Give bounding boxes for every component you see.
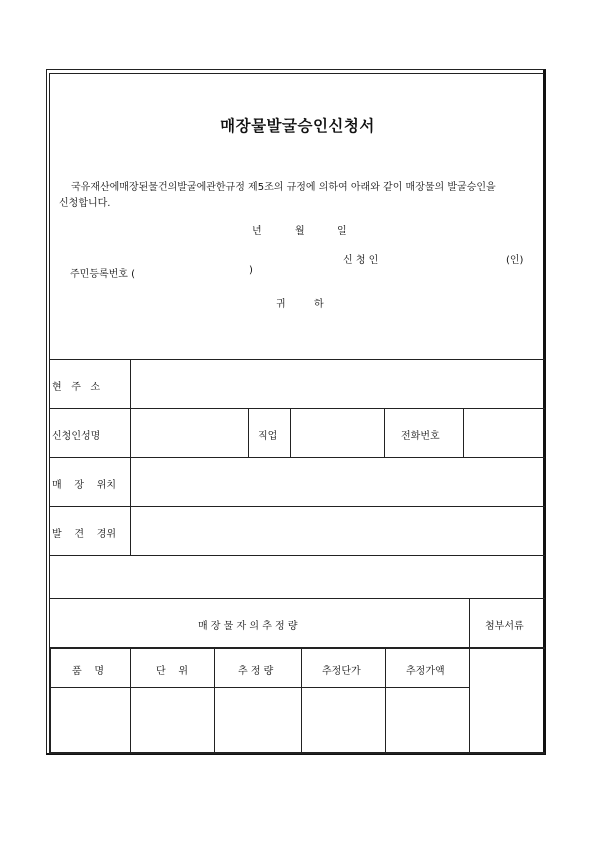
col-line-unit	[130, 647, 131, 754]
row-line-4	[49, 506, 545, 507]
row-line-1	[49, 359, 545, 360]
discovery-label: 발 견 경위	[52, 529, 117, 540]
phone-label: 전화번호	[401, 431, 440, 442]
row-line-8	[49, 687, 469, 688]
resident-number-label: 주민등록번호 (	[70, 269, 136, 280]
col-line-job-right	[290, 408, 291, 457]
row-line-5	[49, 555, 545, 556]
col-line-job-left	[248, 408, 249, 457]
date-year-label: 년	[252, 226, 262, 237]
address-label: 현 주 소	[52, 382, 101, 393]
row-line-7	[49, 647, 545, 649]
col-line-phone-right	[463, 408, 464, 457]
document-title: 매장물발굴승인신청서	[220, 117, 375, 135]
column-estimated-amount: 추 정 량	[238, 666, 274, 677]
column-estimated-value: 추정가액	[406, 666, 445, 677]
applicant-name-label: 신청인성명	[52, 431, 101, 442]
recipient-left: 귀	[276, 299, 286, 310]
attachments-label: 첨부서류	[485, 621, 524, 632]
col-line-attachments	[469, 598, 470, 754]
resident-number-close: )	[249, 265, 253, 276]
seal-label: (인)	[506, 255, 524, 266]
intro-paragraph: 국유재산에매장된물건의발굴에관한규정 제5조의 규정에 의하여 아래와 같이 매장물의 발굴승인을 신청합니다.	[59, 182, 496, 209]
job-label: 직업	[258, 431, 278, 442]
applicant-label: 신 청 인	[343, 255, 379, 266]
row-line-6	[49, 598, 545, 599]
location-label: 매 장 위치	[52, 480, 117, 491]
row-line-3	[49, 457, 545, 458]
col-line-bottom-left	[49, 647, 51, 754]
date-month-label: 월	[295, 226, 305, 237]
col-line-unit-price	[301, 647, 302, 754]
recipient-right: 하	[314, 299, 324, 310]
col-line-phone-left	[384, 408, 385, 457]
col-line-label	[130, 359, 131, 555]
date-day-label: 일	[337, 226, 347, 237]
row-line-9	[49, 752, 545, 754]
row-line-2	[49, 408, 545, 409]
column-unit-price: 추정단가	[322, 666, 361, 677]
estimate-header: 매 장 물 자 의 추 정 량	[198, 621, 298, 632]
column-unit: 단 위	[156, 666, 189, 677]
col-line-value	[385, 647, 386, 754]
col-line-amount	[214, 647, 215, 754]
column-item-name: 품 명	[72, 666, 105, 677]
